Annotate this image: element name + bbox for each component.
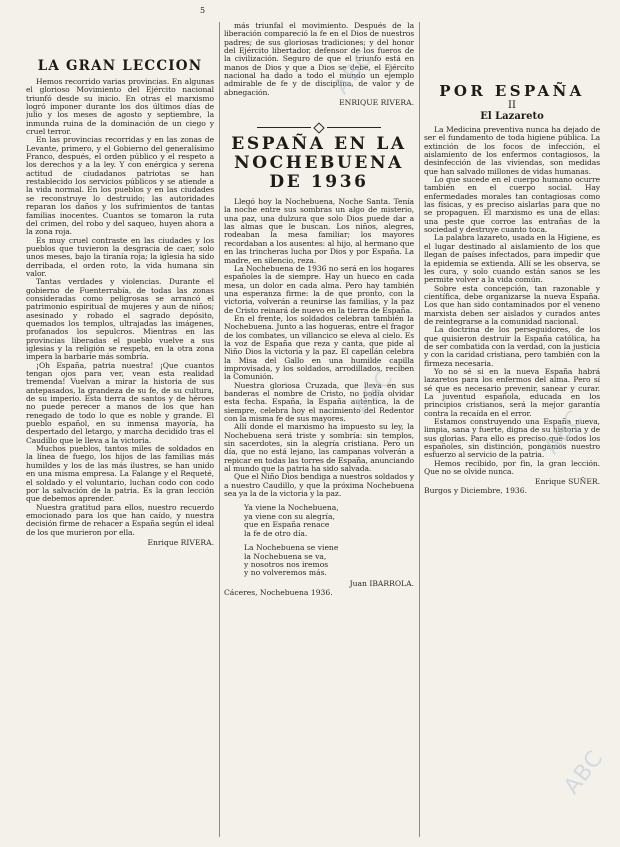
paragraph: La doctrina de los perseguidores, de los que quisieron destruir la España católica, ha de ser combatida con la verdad, con la justicia y con la caridad cristiana, pero también con la firmeza necesaria.	[424, 325, 600, 368]
paragraph: En el frente, los soldados celebran también la Nochebuena. Junto a las hogueras, entre el fragor de los combates, un villancico se eleva al cielo. Es la voz de España que reza y canta, que pide al Niño Dios la victoria y la paz. El capellán celebra la Misa del Gallo en una humilde capilla improvisada, y los soldados, arrodillados, reciben la Comunión.	[224, 313, 414, 382]
paragraph: Tantas verdades y violencias. Durante el gobierno de Fuenterrabía, de todas las zonas consideradas como peligrosas se arrancó el patrimonio espiritual de mujeres y aun de niños; asesinado y robado el sagrado depósito, quemados los templos, ultrajadas las imágenes, profanados los sepulcros. Mientras en las provincias liberadas el pueblo vuelve a sus iglesias y la religión se respeta, en la otra zona impera la barbarie más sombría.	[26, 277, 214, 362]
column-nochebuena	[224, 22, 414, 840]
paragraph: La Nochebuena de 1936 no será en los hogares españoles la de siempre. Hay un hueco en cada mesa, un dolor en cada alma. Pero hay también una esperanza firme: la de que pronto, con la victoria, volverán a reunirse las familias, y la paz de Cristo reinará de nuevo en la tierra de España.	[224, 263, 414, 315]
paragraph: Muchos pueblos, tantos miles de soldados en la línea de fuego, los hijos de las familias más humildes y los de las más ilustres, se han unido en una misma empresa. La Falange y el Requeté, el soldado y el voluntario, luchan codo con codo por la salvación de la patria. Es la gran lección que debemos aprender.	[26, 444, 214, 504]
verse-line: y no volveremos más.	[244, 568, 327, 578]
paragraph: Lo que sucede en el cuerpo humano ocurre también en el cuerpo social. Hay enfermedades morales tan contagiosas como las físicas, y es preciso aislarlas para que no se propaguen. El marxismo es una de ellas: una peste que corroe las entrañas de la sociedad y destruye cuanto toca.	[424, 175, 600, 235]
article-continuation: más triunfal el movimiento. Después de la liberación compareció la fe en el Dios de nuestros padres; de sus gloriosas tradiciones; y del honor del Ejército libertador, defensor de los fueros de la civilización. Seguro de que el triunfo está en manos de Dios y que a Dios se debe, el Ejército nacional ha dado a todo el mundo un ejemplo admirable de fe y de disciplina, de valor y de abnegación.	[224, 22, 414, 97]
verse-block	[244, 544, 414, 578]
verse-block	[244, 504, 414, 538]
verse-line: La Nochebuena se viene	[244, 543, 339, 553]
page-number: 5	[200, 6, 206, 15]
verse-line: ya viene con su alegría,	[244, 511, 335, 521]
place-date: Cáceres, Nochebuena 1936.	[224, 587, 333, 597]
paragraph: Allí donde el marxismo ha impuesto su ley, la Nochebuena será triste y sombría: sin templos, sin sacerdotes, sin la alegría cristiana. Pero un día, que no está lejano, las campanas volverán a repicar en todas las torres de España, anunciando al mundo que la patria ha sido salvada.	[224, 422, 414, 474]
place-date: Burgos y Diciembre, 1936.	[424, 486, 527, 496]
verse-line: la Nochebuena se va,	[244, 551, 327, 561]
article-subtitle: El Lazareto	[480, 111, 544, 122]
column-divider	[419, 22, 420, 837]
paragraph: La palabra lazareto, usada en la Higiene, es el lugar destinado al aislamiento de los que llegan de países infectados, para impedir que la epidemia se extienda. Allí se les observa, se les cura, y solo cuando están sanos se les permite volver a la vida común.	[424, 233, 600, 285]
paragraph: Nuestra gloriosa Cruzada, que lleva en sus banderas el nombre de Cristo, no podía olvidar esta fecha. España, la España auténtica, la de siempre, celebra hoy el nacimiento del Redentor con la misma fe de sus mayores.	[224, 380, 414, 424]
article-body	[26, 78, 214, 537]
verse-line: que en España renace	[244, 520, 330, 530]
column-divider	[219, 22, 220, 837]
article-title: LA GRAN LECCION	[37, 58, 203, 74]
watermark-text: ABC	[329, 45, 379, 100]
column-por-espana	[424, 22, 600, 840]
watermark-text: ABC	[349, 365, 399, 420]
article-body	[424, 126, 600, 476]
section-number: II	[508, 100, 516, 111]
paragraph: En las provincias recorridas y en las zonas de Levante, primero, y el Gobierno del generalísimo Franco, después, el orden público y el respeto a los derechos y a la ley. Y con enérgica y serena actitud de ciudadanos patriotas se han restablecido los servicios públicos y se atiende a la vida normal. En los pueblos y en las ciudades se reconstruye lo destruido; las autoridades reparan los daños y los sufrimientos de tantas familias inocentes. Cuantos se tomaron la ruta del crimen, del robo y del saqueo, huyen ahora a la zona roja.	[26, 135, 214, 237]
article-signature: Enrique RIVERA.	[147, 537, 214, 547]
article-body	[224, 198, 414, 498]
paragraph: Llegó hoy la Nochebuena, Noche Santa. Tenía la noche entre sus sombras un algo de misterio, una paz, una dulzura que solo Dios puede dar a las almas que le buscan. Los niños, alegres, rodeaban la mesa familiar; los mayores recordaban a los ausentes: al hijo, al hermano que en las trincheras lucha por Dios y por España. La madre, en silencio, reza.	[224, 197, 414, 265]
paragraph: Hemos recibido, por fin, la gran lección. Que no se olvide nunca.	[424, 458, 600, 477]
continuation-signature: ENRIQUE RIVERA.	[339, 98, 414, 108]
ornament-divider	[224, 117, 414, 127]
article-title: ESPAÑA EN LA NOCHEBUENA DE 1936	[231, 134, 407, 193]
paragraph: Es muy cruel contraste en las ciudades y los pueblos que tuvieron la desgracia de caer, solo unos meses, bajo la tiranía roja; la iglesia ha sido derribada, el orden roto, la vida humana sin valor.	[26, 235, 214, 278]
verse-line: y nosotros nos iremos	[244, 559, 329, 569]
paragraph: Sobre esta concepción, tan razonable y científica, debe organizarse la nueva España. Los que han sido contaminados por el veneno marxista deben ser aislados y curados antes de reintegrarse a la comunidad nacional.	[424, 283, 600, 326]
paragraph: Estamos construyendo una España nueva, limpia, sana y fuerte, digna de su historia y de sus glorias. Para ello es preciso que todos los españoles, sin distinción, pongamos nuestro esfuerzo al servicio de la patria.	[424, 417, 600, 460]
column-la-gran-leccion	[26, 22, 214, 840]
verse-line: Ya viene la Nochebuena,	[244, 503, 339, 513]
paragraph: Hemos recorrido varias provincias. En algunas el glorioso Movimiento del Ejército nacional triunfó desde su inicio. En otras el marxismo logró imponer durante los dos últimos días de julio y los meses de agosto y septiembre, la inmunda ruina de la dominación de un ciego y cruel terror.	[26, 77, 214, 137]
paragraph: ¡Oh España, patria nuestra! ¡Que cuantos tengan ojos para ver, vean esta realidad tremenda! Vuelvan a mirar la historia de sus antepasados, la grandeza de su fe, de su cultura, de su imperio. Esta tierra de santos y de héroes no puede perecer a manos de los que han renegado de todo lo que es noble y grande. El pueblo español, en su inmensa mayoría, ha despertado del letargo, y marcha decidido tras el Caudillo que le lleva a la victoria.	[26, 360, 214, 445]
paragraph: Nuestra gratitud para ellos, nuestro recuerdo emocionado para los que han caído, y nuestra decisión firme de rehacer a España según el ideal de los que murieron por ella.	[26, 502, 214, 537]
paragraph: Que el Niño Dios bendiga a nuestros soldados y a nuestro Caudillo, y que la próxima Nochebuena sea ya la de la victoria y la paz.	[224, 472, 414, 499]
article-title: POR ESPAÑA	[439, 82, 585, 100]
paragraph: La Medicina preventiva nunca ha dejado de ser el fundamento de toda higiene pública. La extinción de los focos de infección, el aislamiento de los enfermos contagiosos, la desinfección de las viviendas, son medidas que han salvado millones de vidas humanas.	[424, 125, 600, 176]
article-signature: Juan IBARROLA.	[349, 578, 414, 588]
watermark-text: ABC	[539, 405, 589, 460]
article-signature: Enrique SUÑER.	[534, 477, 600, 487]
paragraph: Yo no sé si en la nueva España habrá lazaretos para los enfermos del alma. Pero sí sé que es necesario prevenir, sanear y curar. La juventud española, educada en los principios cristianos, será la mejor garantía contra la recaída en el error.	[424, 366, 600, 418]
watermark-text: ABC	[559, 745, 609, 800]
verse-line: la fe de otro día.	[244, 528, 308, 538]
